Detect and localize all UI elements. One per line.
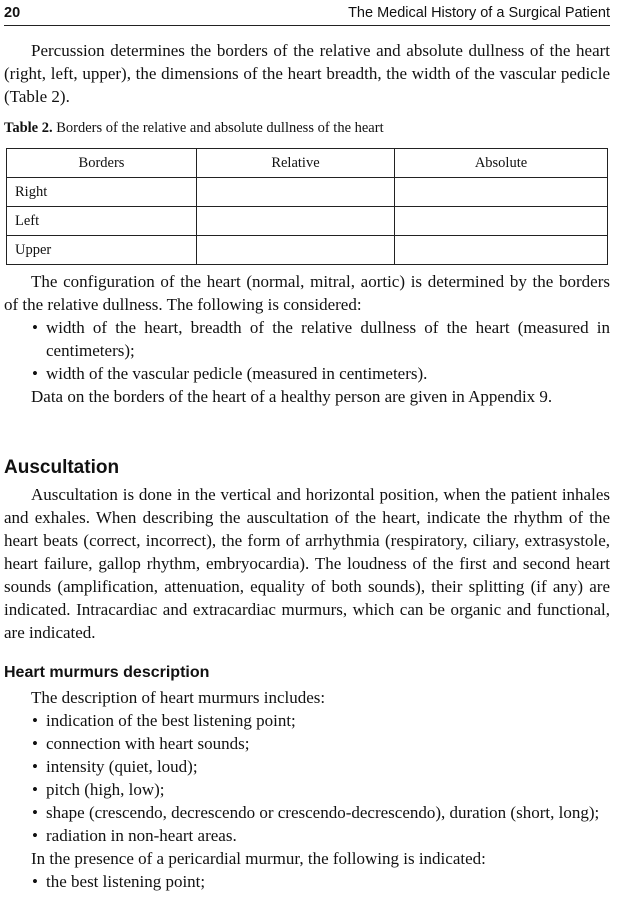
table-row-label: Upper	[7, 236, 197, 265]
list-item: • width of the heart, breadth of the relative dullness of the heart (measured in centimeters);	[4, 316, 610, 362]
running-header	[4, 3, 610, 25]
running-title: The Medical History of a Surgical Patient	[348, 5, 610, 21]
table-row-label: Left	[7, 207, 197, 236]
heart-borders-table	[6, 148, 608, 265]
configuration-list	[4, 316, 610, 385]
list-item: • pitch (high, low);	[4, 778, 610, 801]
appendix-note: Data on the borders of the heart of a healthy person are given in Appendix 9.	[31, 387, 553, 406]
table-header-absolute: Absolute	[395, 149, 608, 178]
configuration-block	[4, 270, 610, 408]
table-header-borders: Borders	[7, 149, 197, 178]
table-cell-relative	[197, 207, 395, 236]
list-item: • indication of the best listening point;	[4, 709, 610, 732]
list-item: • the best listening point;	[4, 870, 610, 893]
header-rule	[4, 25, 610, 26]
table-cell-absolute	[395, 178, 608, 207]
table-caption	[4, 120, 384, 137]
table-header-row	[7, 149, 608, 178]
murmurs-intro: The description of heart murmurs includes:	[31, 688, 326, 707]
list-item: • radiation in non-heart areas.	[4, 824, 610, 847]
auscultation-block	[4, 483, 610, 644]
list-item: • shape (crescendo, decrescendo or crescendo-decrescendo), duration (short, long);	[4, 801, 610, 824]
murmurs-heading: Heart murmurs description	[4, 664, 210, 681]
page-number: 20	[4, 5, 21, 21]
murmurs-list	[4, 709, 610, 847]
table-cell-absolute	[395, 207, 608, 236]
list-item: • width of the vascular pedicle (measured in centimeters).	[4, 362, 610, 385]
auscultation-heading: Auscultation	[4, 457, 120, 478]
table-row	[7, 236, 608, 265]
pericardial-list	[4, 870, 610, 893]
table-row	[7, 178, 608, 207]
pericardial-intro: In the presence of a pericardial murmur, the following is indicated:	[31, 849, 486, 868]
murmurs-block	[4, 686, 610, 893]
table-cell-absolute	[395, 236, 608, 265]
intro-block	[4, 39, 610, 108]
configuration-paragraph: The configuration of the heart (normal, mitral, aortic) is determined by the borders of the relative dullness. The following is considered:	[4, 272, 610, 314]
table-cell-relative	[197, 178, 395, 207]
table-caption-text: Borders of the relative and absolute dullness of the heart	[56, 120, 384, 136]
table-header-relative: Relative	[197, 149, 395, 178]
table-cell-relative	[197, 236, 395, 265]
list-item: • connection with heart sounds;	[4, 732, 610, 755]
table-row-label: Right	[7, 178, 197, 207]
list-item: • intensity (quiet, loud);	[4, 755, 610, 778]
auscultation-paragraph: Auscultation is done in the vertical and horizontal position, when the patient inhales and exhales. When describing the auscultation of the heart, indicate the rhythm of the heart beats (correct, incorrect), the form of arrhythmia (respiratory, ciliary, extrasystole, heart failure, gallop rhythm, embryocardia). The loudness of the first and second heart sounds (amplification, attenuation, equality of both sounds), their splitting (if any) are indicated. Intracardiac and extracardiac murmurs, which can be organic and functional, are indicated.	[4, 485, 610, 642]
intro-paragraph: Percussion determines the borders of the relative and absolute dullness of the heart (right, left, upper), the dimensions of the heart breadth, the width of the vascular pedicle (Table 2).	[4, 41, 610, 106]
table-caption-label: Table 2.	[4, 120, 53, 136]
table-row	[7, 207, 608, 236]
